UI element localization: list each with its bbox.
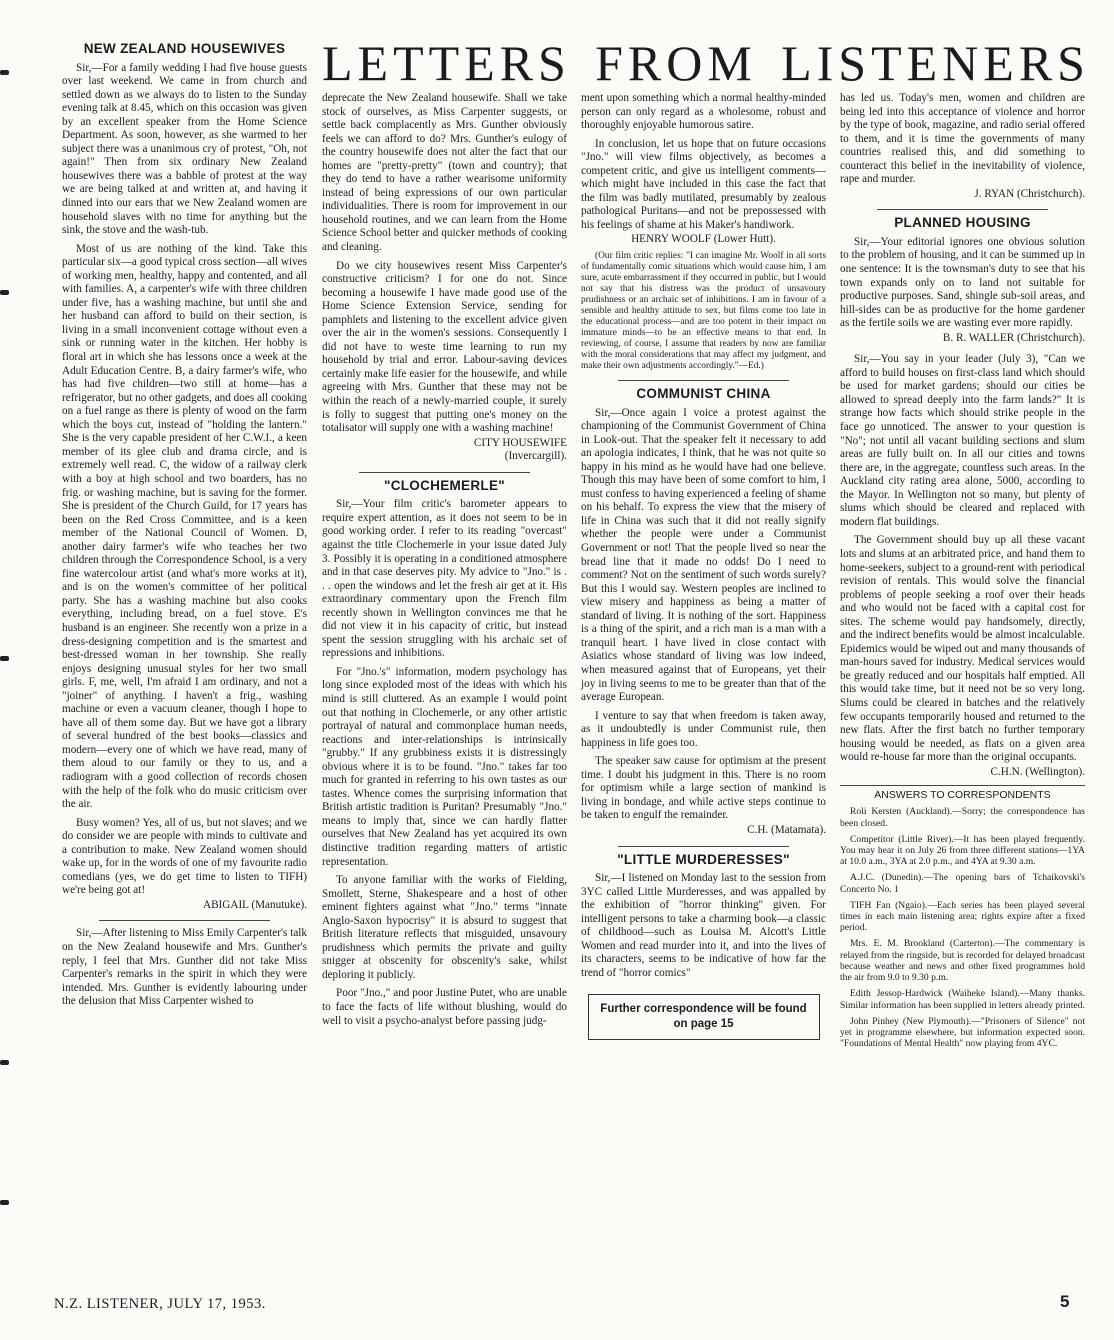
signature: C.H.N. (Wellington). bbox=[990, 765, 1085, 778]
letter-paragraph: To anyone familiar with the works of Fielding, Smollett, Sterne, Shakespeare and a host of other eminent fighters against what "Jno." terms "innate Anglo-Saxon hypocrisy" it is absurd to suggest that British literature reflects that misguided, unsavoury prudishness which permits the private and guilty snigger at obscenity for obscenity's sake, whilst deploring it publicly. bbox=[322, 874, 567, 981]
answer-item: John Pinhey (New Plymouth).—"Prisoners of Silence" not yet in programme elsewhere, but information expected soon. "Foundations of Mental Health" now playing from 4YC. bbox=[840, 1015, 1085, 1050]
letter-paragraph: has led us. Today's men, women and children are being led into this acceptance of violence and horror by the type of book, magazine, and radio serial offered to them, and it is time the governments of many countries realised this, and did something to counteract this belief in the inevitability of violence, rape and murder. bbox=[840, 92, 1085, 186]
masthead-word: LISTENERS bbox=[781, 35, 1090, 91]
letter-paragraph: Poor "Jno.," and poor Justine Putet, who are unable to face the facts of life without blushing, would do well to visit a psycho-analyst before passing judg- bbox=[322, 987, 567, 1027]
divider bbox=[99, 920, 271, 921]
heading-little-murderesses: "LITTLE MURDERESSES" bbox=[617, 851, 790, 867]
letter-paragraph: Most of us are nothing of the kind. Take this particular six—a good typical cross section—all wives of working men, healthy, happy and contented, and all with families. A, a carpenter's wife with three children under five, has a washing machine, but until she and her husband can afford to build on their section, is living in a small inconvenient cottage without even a sink or running water in the kitchen. Her hobby is floral art in which she has lessons once a week at the Adult Education Centre. B, a dairy farmer's wife, who has had five children—two still at home—has a refrigerator, but no other gadgets, and does all cooking on a fuel range as there is plenty of wood on the farm which the boys cut, instead of "holding the lantern." She is the very capable president of her C.W.I., a keen member of its glee club and drama circle, and is extremely well read. C, the widow of a railway clerk with a boy at high school and two boarders, has no frig. or washing machine, but is saving for the former. She is president of the Church Guild, for 17 years has been on the Red Cross Committee, and is a keen member of the National Council of Women. D, another dairy farmer's wife who teaches her two children through the Correspondence School, is a very fine watercolour artist (and what's more works at it), and is on the women's committee of her political party. She has a washing machine but also cooks everything, including bread, on a fuel stove. E's husband is an engineer. She recently won a prize in a dress-designing competition and is the smartest and best-dressed woman in her township. She really enjoys designing unusual styles for her two small girls. F, me, well, I'm afraid I am ordinary, and not a "joiner" of anything. I haven't a frig., washing machine or even a vacuum cleaner, though I hope to have all of them some day. But we have got a library of several hundred of the best books—classics and modern—every one of which we have read, many of them aloud to our family or they to us, and a radiogram with a good collection of records chosen with the help of the folk who do music criticism over the air. bbox=[62, 242, 307, 811]
letter-paragraph: ment upon something which a normal healthy-minded person can only regard as a wholesome, robust and thoroughly enjoyable humorous satire. bbox=[581, 92, 826, 132]
letter-paragraph: Sir,—I listened on Monday last to the session from 3YC called Little Murderesses, and was appalled by the exhibition of "horror thinking" given. For intelligent persons to take a charming book—a classic of childhood—such as Louisa M. Alcott's Little Women and read murder into it, and into the lives of its characters, seems to be indicative of how far the trend of "horror comics" bbox=[581, 872, 826, 979]
letter-paragraph: Sir,—Your film critic's barometer appears to require expert attention, as it does not seem to be in good working order. I refer to its reading "overcast" against the title Clochemerle in your issue dated July 3. Possibly it is operating in a conditioned atmosphere and in that case deserves pity. My advice to "Jno." is . . . open the windows and let the fresh air get at it. His extraordinary commentary upon the French film recently shown in Wellington convinces me that he did not view it in his capacity of critic, but instead spent the session struggling with his archaic set of repressions and inhibitions. bbox=[322, 498, 567, 660]
further-correspondence-box: Further correspondence will be found on page 15 bbox=[588, 994, 820, 1040]
letter-paragraph: In conclusion, let us hope that on future occasions "Jno." will view films objectively, as becomes a competent critic, and give us intelligent comments—which might have included in this case the fact that the film was badly mutilated, presumably by zealous pathological Puritans—and not be prepossessed with his feelings of shame at his Maker's handiwork. bbox=[581, 137, 826, 231]
letter-paragraph: The speaker saw cause for optimism at the present time. I doubt his judgment in this. There is no room for optimism while a large section of mankind is living in bondage, and while active steps continue to be taken to engulf the remainder. bbox=[581, 755, 826, 822]
divider bbox=[618, 380, 790, 381]
scan-margin-mark bbox=[0, 1200, 9, 1205]
letter-paragraph: The Government should buy up all these vacant lots and slums at an arbitrated price, and hand them to home-seekers, subject to a ground-rent with periodical revision of rentals. This would solve the financial problems of people seeking a roof over their heads and who would not be faced with a capital cost for sites. The scheme would pay handsomely, directly, and the indirect benefits would be almost incalculable. Epidemics would be wiped out and many thousands of man-hours saved for industry. Medical services would be greatly reduced and our hospitals half emptied. All this would take time, but it need not be so very long. Slums could be cleared in batches and the relatively few occupants temporarily housed and returned to the new flats. After the first batch no further temporary housing would be needed, as flats on a given area would re-house far more than the original occupants. bbox=[840, 534, 1085, 764]
letter-paragraph: Sir,—After listening to Miss Emily Carpenter's talk on the New Zealand housewife and Mrs. Gunther's reply, I feel that Mrs. Gunther did not take Miss Carpenter's remarks in the spirit in which they were intended. Mrs. Gunther is evidently labouring under the delusion that Miss Carpenter wished to bbox=[62, 927, 307, 1008]
divider bbox=[359, 472, 531, 473]
signature: J. RYAN (Christchurch). bbox=[974, 187, 1085, 200]
column-4 bbox=[840, 92, 1085, 1049]
signature: ABIGAIL (Manutuke). bbox=[203, 898, 307, 911]
scan-margin-mark bbox=[0, 1060, 9, 1065]
masthead-word: FROM bbox=[595, 35, 757, 91]
answer-item: Competitor (Little River).—It has been played frequently. You may hear it on July 26 from three different stations—1YA at 10.0 a.m., 3YA at 2.0 p.m., and 4YA at 9.30 a.m. bbox=[840, 833, 1085, 868]
letter-paragraph: For "Jno.'s" information, modern psychology has long since exploded most of the ideas with which his mind is still cluttered. As an example I would point out that nothing in Clochemerle, or any other artistic portrayal of natural and commonplace human needs, reactions and inter-relationships is intrinsically "grubby." If any grubbiness exists it is distressingly obvious where it is to be found. "Jno." takes far too much for granted in referring to his own tastes as our tastes. Whence comes the surprising information that British artistic tradition is Puritan? Presumably "Jno." means to imply that, since we can hardly flatter ourselves that New Zealand has yet acquired its own distinctive tradition regarding matters of artistic representation. bbox=[322, 665, 567, 868]
letter-paragraph: deprecate the New Zealand housewife. Shall we take stock of ourselves, as Miss Carpenter suggests, or settle back complacently as Mrs. Gunther obviously feels we can afford to do? Mrs. Gunther's eulogy of the country housewife does not alter the fact that our homes are "pretty-pretty" (town and country); that they do tend to have a rather wearisome uniformity instead of being expressions of our own particular individualities. There is room for improvement in our household routines, and we can learn from the Home Science School better and quicker methods of cooking and cleaning. bbox=[322, 92, 567, 254]
scan-margin-mark bbox=[0, 656, 9, 661]
signature: B. R. WALLER (Christchurch). bbox=[942, 331, 1085, 344]
letter-paragraph: Sir,—Your editorial ignores one obvious solution to the problem of housing, and it can be summed up in one sentence: It is the townsman's duty to see that his town expands only on to land not suitable for productive purposes. Sand, shingle sub-soil areas, and hill-sides can be as productive for the home gardener as the fertile soils we are wasting ever more rapidly. bbox=[840, 235, 1085, 330]
signature: HENRY WOOLF (Lower Hutt). bbox=[631, 233, 776, 246]
masthead-word: LETTERS bbox=[322, 35, 571, 91]
letter-paragraph: Sir,—Once again I voice a protest against the championing of the Communist Government of China in Look-out. That the speaker felt it necessary to add an apologia indicates, I think, that he was not quite so happy in his mind as he would have had one believe. Though this may have been of some comfort to him, I must confess to having experienced a feeling of shame on his behalf. To express the view that the misery of life in China was such that it did not really signify whether the people were under a Communist Government or not! That the people lived so near the bread line that it made no odds! Do I need to comment? Not on the sentiment of such words surely? But this I would say. Western peoples are inclined to view misery and happiness as being a matter of standard of living. It is nothing of the sort. Happiness is a thing of the spirit, and a rich man is a man with a tranquil heart. I have lived in close contact with Asiatics whose standard of living was low indeed, when measured against that of Europeans, yet their joy in living seems to me to be greater than that of the average European. bbox=[581, 406, 826, 704]
divider bbox=[618, 846, 790, 847]
answer-item: A.J.C. (Dunedin).—The opening bars of Tchaikovski's Concerto No. 1 bbox=[840, 872, 1085, 895]
answer-item: Edith Jessop-Hardwick (Waiheke Island).—Many thanks. Similar information has been supplied in letters already printed. bbox=[840, 988, 1085, 1011]
letter-paragraph: Sir,—You say in your leader (July 3), "Can we afford to build houses on first-class land which should be used for market gardens; should our cities be allowed to spread deeply into the farm lands?" It is strange how facts which should strike people in the face go unnoticed. The answer to your question is "No"; not until all vacant building sections and slum areas are fully built on. In all our cities and towns there are, in the aggregate, countless such areas. In the Auckland city rating area alone, 5000, according to the Mayor. In Wellington not so many, but plenty of slums which should be cleared and replaced with modern flat buildings. bbox=[840, 353, 1085, 528]
masthead-title bbox=[322, 35, 1090, 91]
letter-paragraph: Busy women? Yes, all of us, but not slaves; and we do consider we are people with minds to cultivate and a contribution to make. New Zealand women should wake up, for in the words of one of my favourite radio comedians (yes, we do get time to listen to TIFH) we're being got at! bbox=[62, 816, 307, 897]
letter-paragraph: Do we city housewives resent Miss Carpenter's constructive criticism? I for one do not. Since becoming a housewife I have made good use of the Home Science Extension Service, sending for pamphlets and listening to the excellent advice given over the air in the women's sessions. Consequently I did not have to weste time learning to run my household by trial and error. Labour-saving devices certainly make life easier for the housewife, and while agreeing with Mrs. Gunther that these may not be within the reach of a newly-married couple, it surely is folly to suggest that putting one's money on the totalisator will supply one with a washing machine! bbox=[322, 259, 567, 435]
heading-planned-housing: PLANNED HOUSING bbox=[894, 215, 1031, 231]
heading-new-zealand-housewives: NEW ZEALAND HOUSEWIVES bbox=[83, 41, 286, 56]
footer-publication-date: N.Z. LISTENER, JULY 17, 1953. bbox=[54, 1296, 266, 1312]
column-3 bbox=[581, 92, 826, 1040]
scan-margin-mark bbox=[0, 290, 9, 295]
signature-location: (Invercargill). bbox=[504, 450, 567, 463]
answer-item: Mrs. E. M. Brookland (Carterton).—The commentary is relayed from the ringside, but is recorded for delayed broadcast because weather and news and other fixed programmes hold the air from 9.0 to 9.30 p.m. bbox=[840, 938, 1085, 984]
signature: C.H. (Matamata). bbox=[747, 823, 826, 836]
editor-note: (Our film critic replies: "I can imagine Mr. Woolf in all sorts of fundamentally comic situations which would cause him, I am sure, acute embarrassment if they occurred in public, but I would not say that his distress was the product of unsavoury prudishness or an archaic set of inhibitions. I am in favour of a sensible and healthy attitude to sex, but films come too late in the educational process—and are too potent in their impact on immature minds—to be an effective means to that end. In reviewing, of course, I assume that readers by now are familiar with the moral considerations that may affect my judgment, and make their own adjustments accordingly."—Ed.) bbox=[581, 251, 826, 372]
heading-clochemerle: "CLOCHEMERLE" bbox=[384, 477, 505, 493]
page-number: 5 bbox=[1060, 1292, 1070, 1311]
column-1 bbox=[62, 42, 307, 1009]
column-2 bbox=[322, 92, 567, 1028]
letter-paragraph: Sir,—For a family wedding I had five house guests over last weekend. We came in from church and settled down as we always do to listen to the Sunday evening talk at 8.45, which on this occasion was given by an excellent speaker from the Home Science Department. As soon, however, as she warmed to her subject there was a unanimous cry of protest, "Oh, not again!" Then from six ordinary New Zealand housewives there was a babble of protest at the way we are being talked at and written at, and having it dinned into our ears that we New Zealand women are household slaves with no time for anything but the sink, the stove and the wash-tub. bbox=[62, 61, 307, 237]
heading-communist-china: COMMUNIST CHINA bbox=[636, 386, 771, 402]
answer-item: TIFH Fan (Ngaio).—Each series has been played several times in each main listening area; rights expire after a fixed period. bbox=[840, 899, 1085, 934]
divider bbox=[877, 209, 1049, 210]
answers-to-correspondents bbox=[840, 790, 1085, 1049]
scan-margin-mark bbox=[0, 70, 9, 75]
signature: CITY HOUSEWIFE bbox=[473, 436, 567, 449]
divider bbox=[840, 785, 1085, 786]
answers-heading: ANSWERS TO CORRESPONDENTS bbox=[874, 789, 1051, 802]
letter-paragraph: I venture to say that when freedom is taken away, as it undoubtedly is under Communist rule, then happiness in life goes too. bbox=[581, 709, 826, 749]
answer-item: Roli Kersten (Auckland).—Sorry; the correspondence has been closed. bbox=[840, 806, 1085, 829]
